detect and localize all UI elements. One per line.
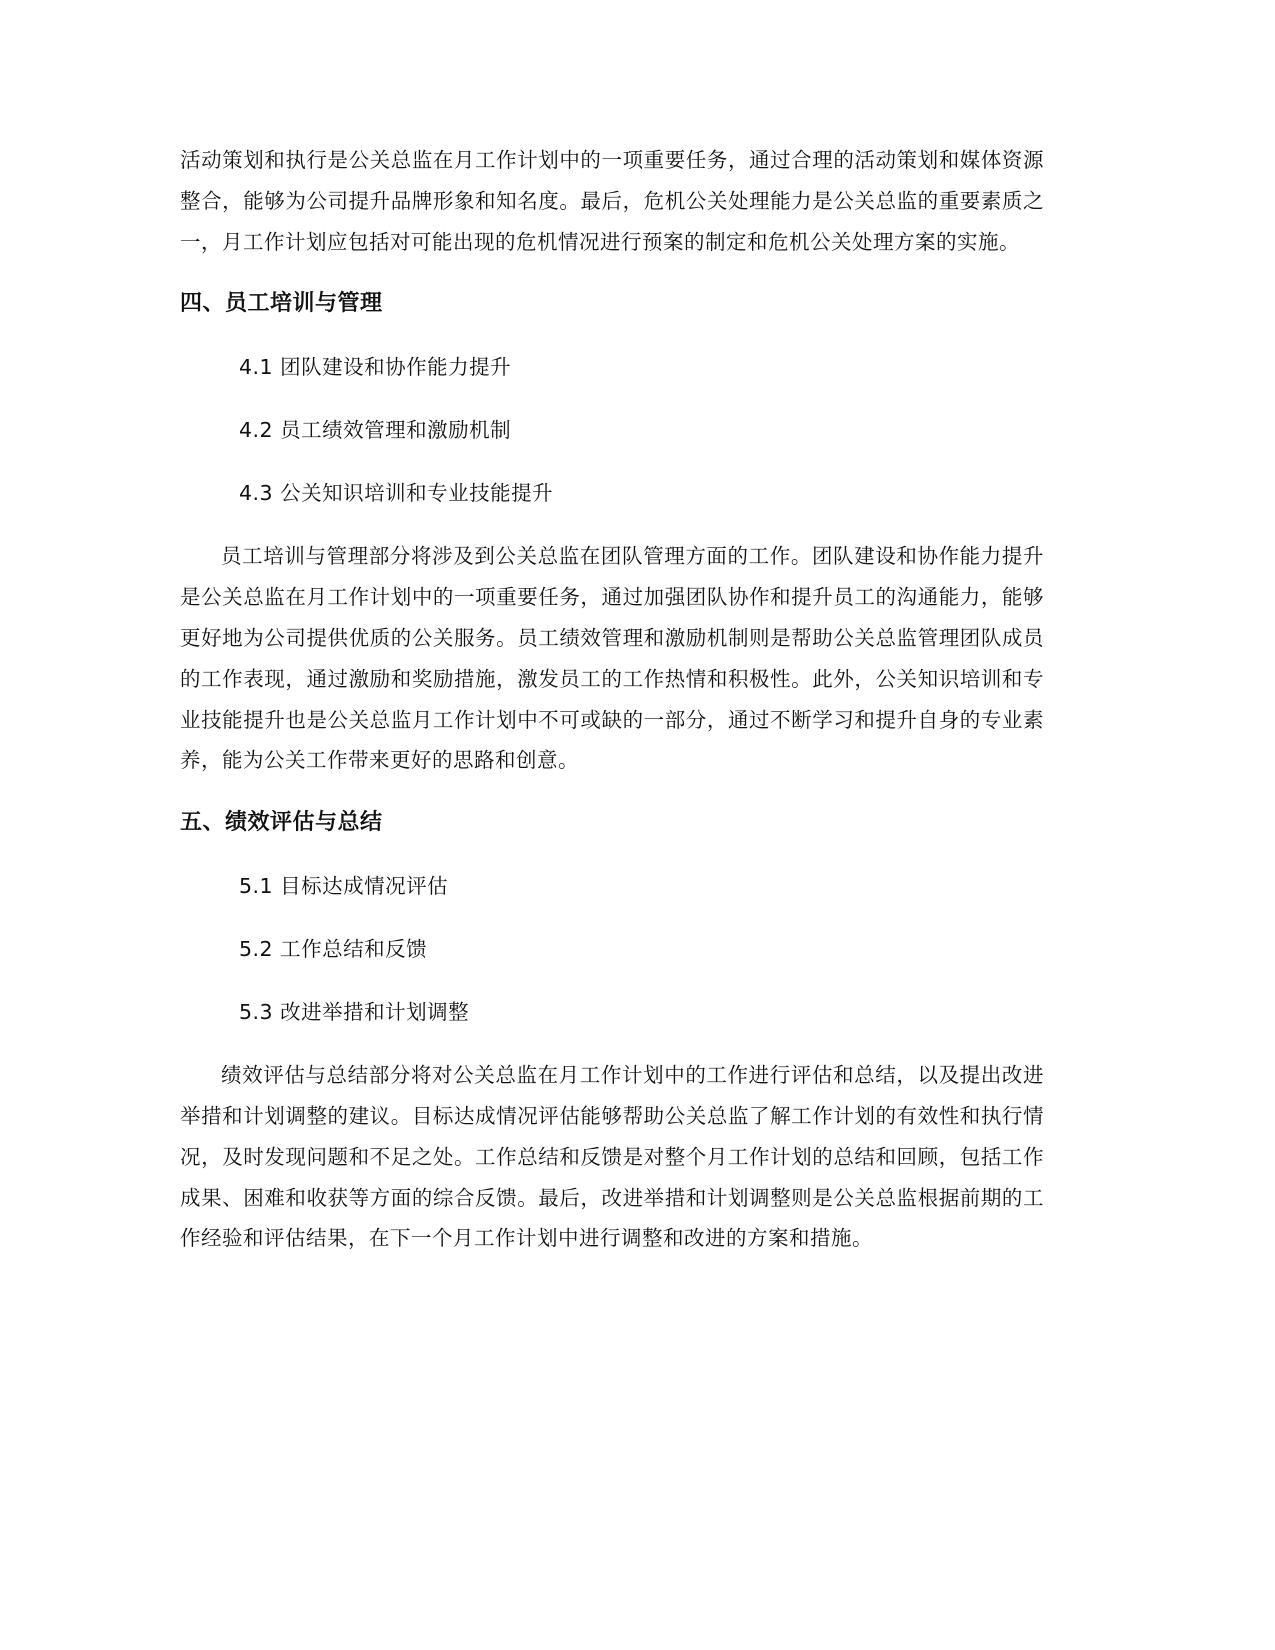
intro-paragraph: 活动策划和执行是公关总监在月工作计划中的一项重要任务，通过合理的活动策划和媒体资源整合，能够为公司提升品牌形象和知名度。最后，危机公关处理能力是公关总监的重要素质之一，月工作计划应包括对可能出现的危机情况进行预案的制定和危机公关处理方案的实施。 — [180, 148, 1044, 254]
section-4-item-2: 4.2 员工绩效管理和激励机制 — [239, 418, 512, 443]
document-body — [180, 140, 1044, 1259]
section-4-item-3: 4.3 公关知识培训和专业技能提升 — [239, 481, 554, 506]
section-5-item-2: 5.2 工作总结和反馈 — [239, 937, 428, 962]
section-5-item-1: 5.1 目标达成情况评估 — [239, 874, 449, 899]
section-4-item-1: 4.1 团队建设和协作能力提升 — [239, 355, 512, 380]
section-4-paragraph: 员工培训与管理部分将涉及到公关总监在团队管理方面的工作。团队建设和协作能力提升是公关总监在月工作计划中的一项重要任务，通过加强团队协作和提升员工的沟通能力，能够更好地为公司提供优质的公关服务。员工绩效管理和激励机制则是帮助公关总监管理团队成员的工作表现，通过激励和奖励措施，激发员工的工作热情和积极性。此外，公关知识培训和专业技能提升也是公关总监月工作计划中不可或缺的一部分，通过不断学习和提升自身的专业素养，能为公关工作带来更好的思路和创意。 — [180, 544, 1044, 773]
section-5-item-3: 5.3 改进举措和计划调整 — [239, 1000, 470, 1025]
section-heading-4: 四、员工培训与管理 — [180, 291, 383, 317]
section-5-paragraph: 绩效评估与总结部分将对公关总监在月工作计划中的工作进行评估和总结，以及提出改进举措和计划调整的建议。目标达成情况评估能够帮助公关总监了解工作计划的有效性和执行情况，及时发现问题和不足之处。工作总结和反馈是对整个月工作计划的总结和回顾，包括工作成果、困难和收获等方面的综合反馈。最后，改进举措和计划调整则是公关总监根据前期的工作经验和评估结果，在下一个月工作计划中进行调整和改进的方案和措施。 — [180, 1063, 1044, 1251]
section-heading-5: 五、绩效评估与总结 — [180, 810, 383, 836]
